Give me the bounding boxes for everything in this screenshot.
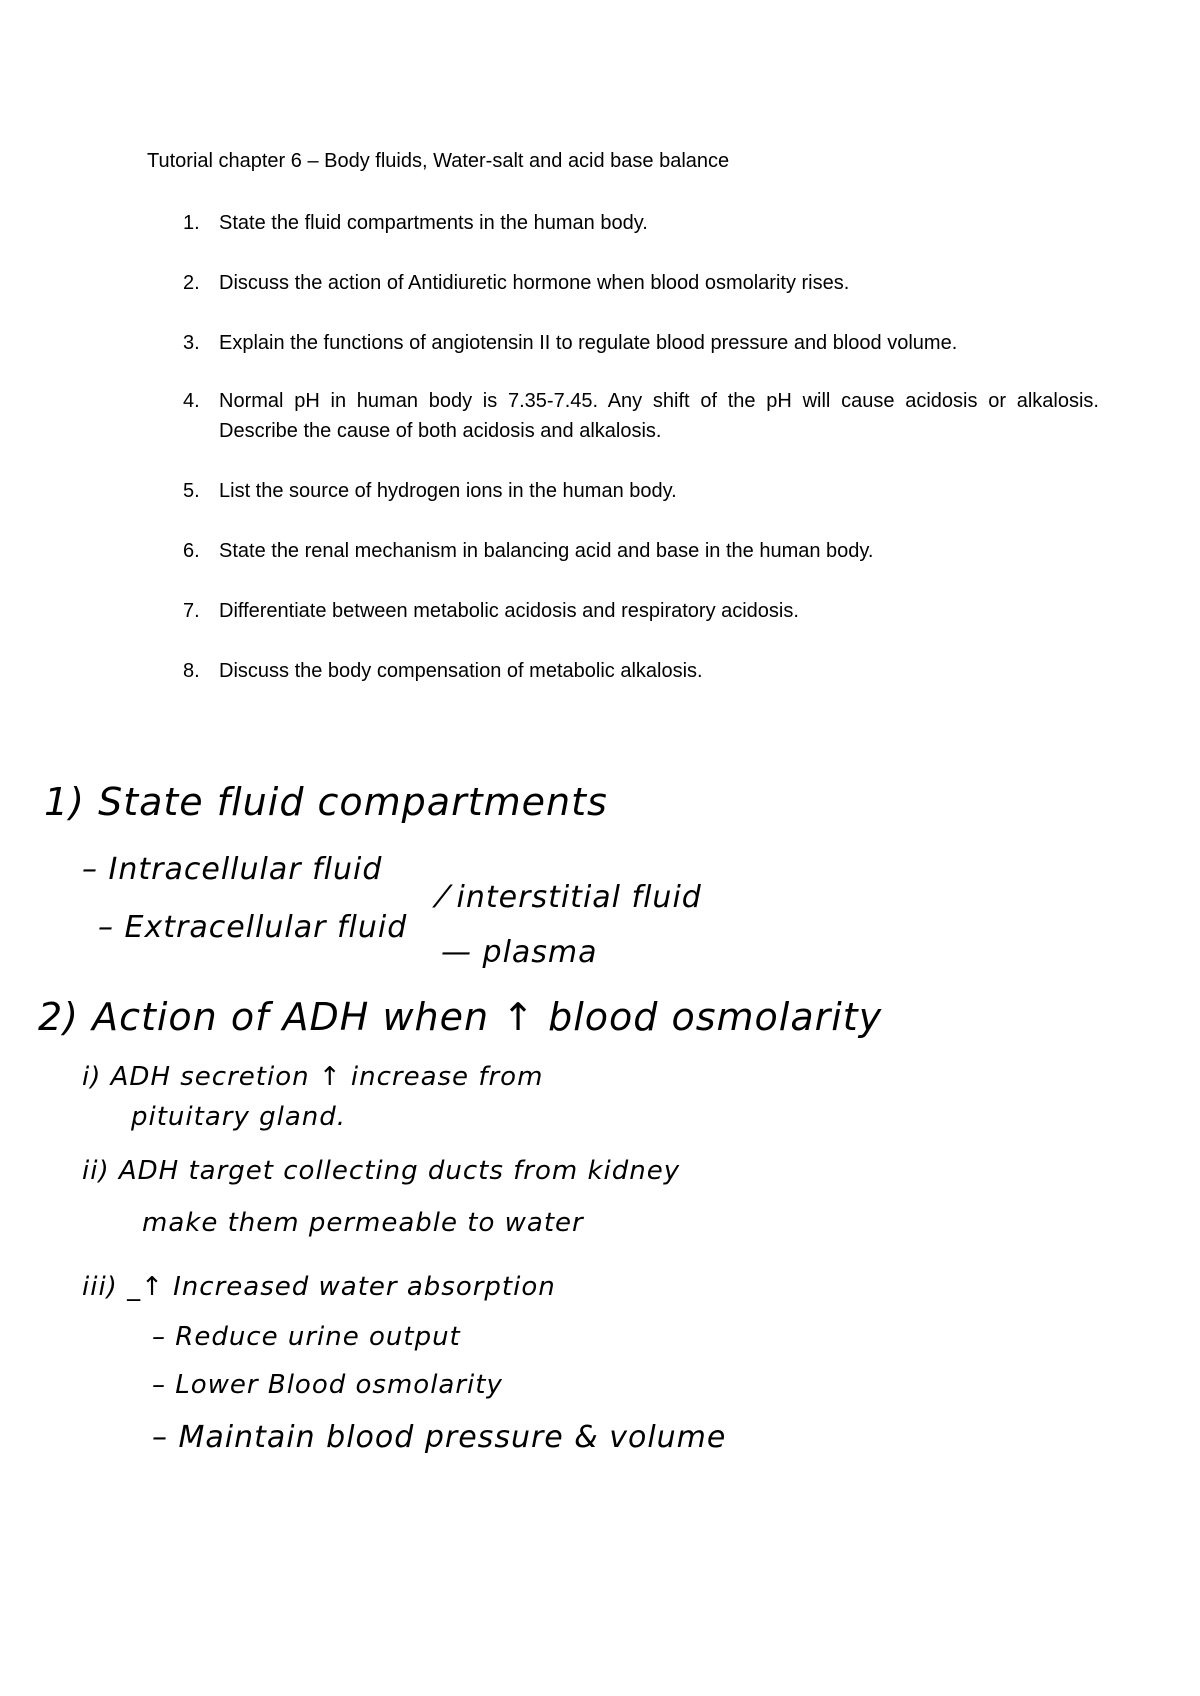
handwritten-point-iii-line2: – Reduce urine output <box>152 1322 461 1352</box>
question-text: State the fluid compartments in the human body. <box>219 212 648 234</box>
handwritten-extracellular: – Extracellular fluid <box>98 910 408 945</box>
question-text: List the source of hydrogen ions in the human body. <box>219 480 677 502</box>
question-number: 2. <box>183 272 200 294</box>
question-text: Normal pH in human body is 7.35-7.45. Any shift of the pH will cause acidosis or alkalosis. Describe the cause of both acidosis and alkalosis. <box>219 390 1099 442</box>
handwritten-point-iii-line1: iii) _↑ Increased water absorption <box>82 1272 556 1302</box>
handwritten-answer-1-heading: 1) State fluid compartments <box>44 780 608 824</box>
question-number: 3. <box>183 332 200 354</box>
question-number: 6. <box>183 540 200 562</box>
handwritten-interstitial: ⁄ interstitial fluid <box>440 880 702 915</box>
handwritten-point-i-line2: pituitary gland. <box>131 1102 346 1132</box>
question-text: Discuss the action of Antidiuretic hormone when blood osmolarity rises. <box>219 272 850 294</box>
question-text: Discuss the body compensation of metabolic alkalosis. <box>219 660 703 682</box>
handwritten-point-i-line1: i) ADH secretion ↑ increase from <box>82 1062 544 1092</box>
handwritten-point-iii-line4: – Maintain blood pressure & volume <box>152 1420 727 1455</box>
handwritten-point-iii-line3: – Lower Blood osmolarity <box>152 1370 503 1400</box>
question-number: 5. <box>183 480 200 502</box>
question-text: State the renal mechanism in balancing acid and base in the human body. <box>219 540 874 562</box>
handwritten-point-ii-line1: ii) ADH target collecting ducts from kidney <box>82 1156 681 1186</box>
handwritten-intracellular: – Intracellular fluid <box>82 852 383 887</box>
handwritten-answer-2-heading: 2) Action of ADH when ↑ blood osmolarity <box>38 995 883 1039</box>
handwritten-point-ii-line2: make them permeable to water <box>142 1208 584 1238</box>
handwritten-plasma: — plasma <box>441 935 598 970</box>
question-number: 7. <box>183 600 200 622</box>
document-title: Tutorial chapter 6 – Body fluids, Water-salt and acid base balance <box>147 150 730 172</box>
question-text: Explain the functions of angiotensin II to regulate blood pressure and blood volume. <box>219 332 958 354</box>
question-number: 1. <box>183 212 200 234</box>
question-number: 8. <box>183 660 200 682</box>
question-number: 4. <box>183 390 200 412</box>
question-text: Differentiate between metabolic acidosis and respiratory acidosis. <box>219 600 799 622</box>
